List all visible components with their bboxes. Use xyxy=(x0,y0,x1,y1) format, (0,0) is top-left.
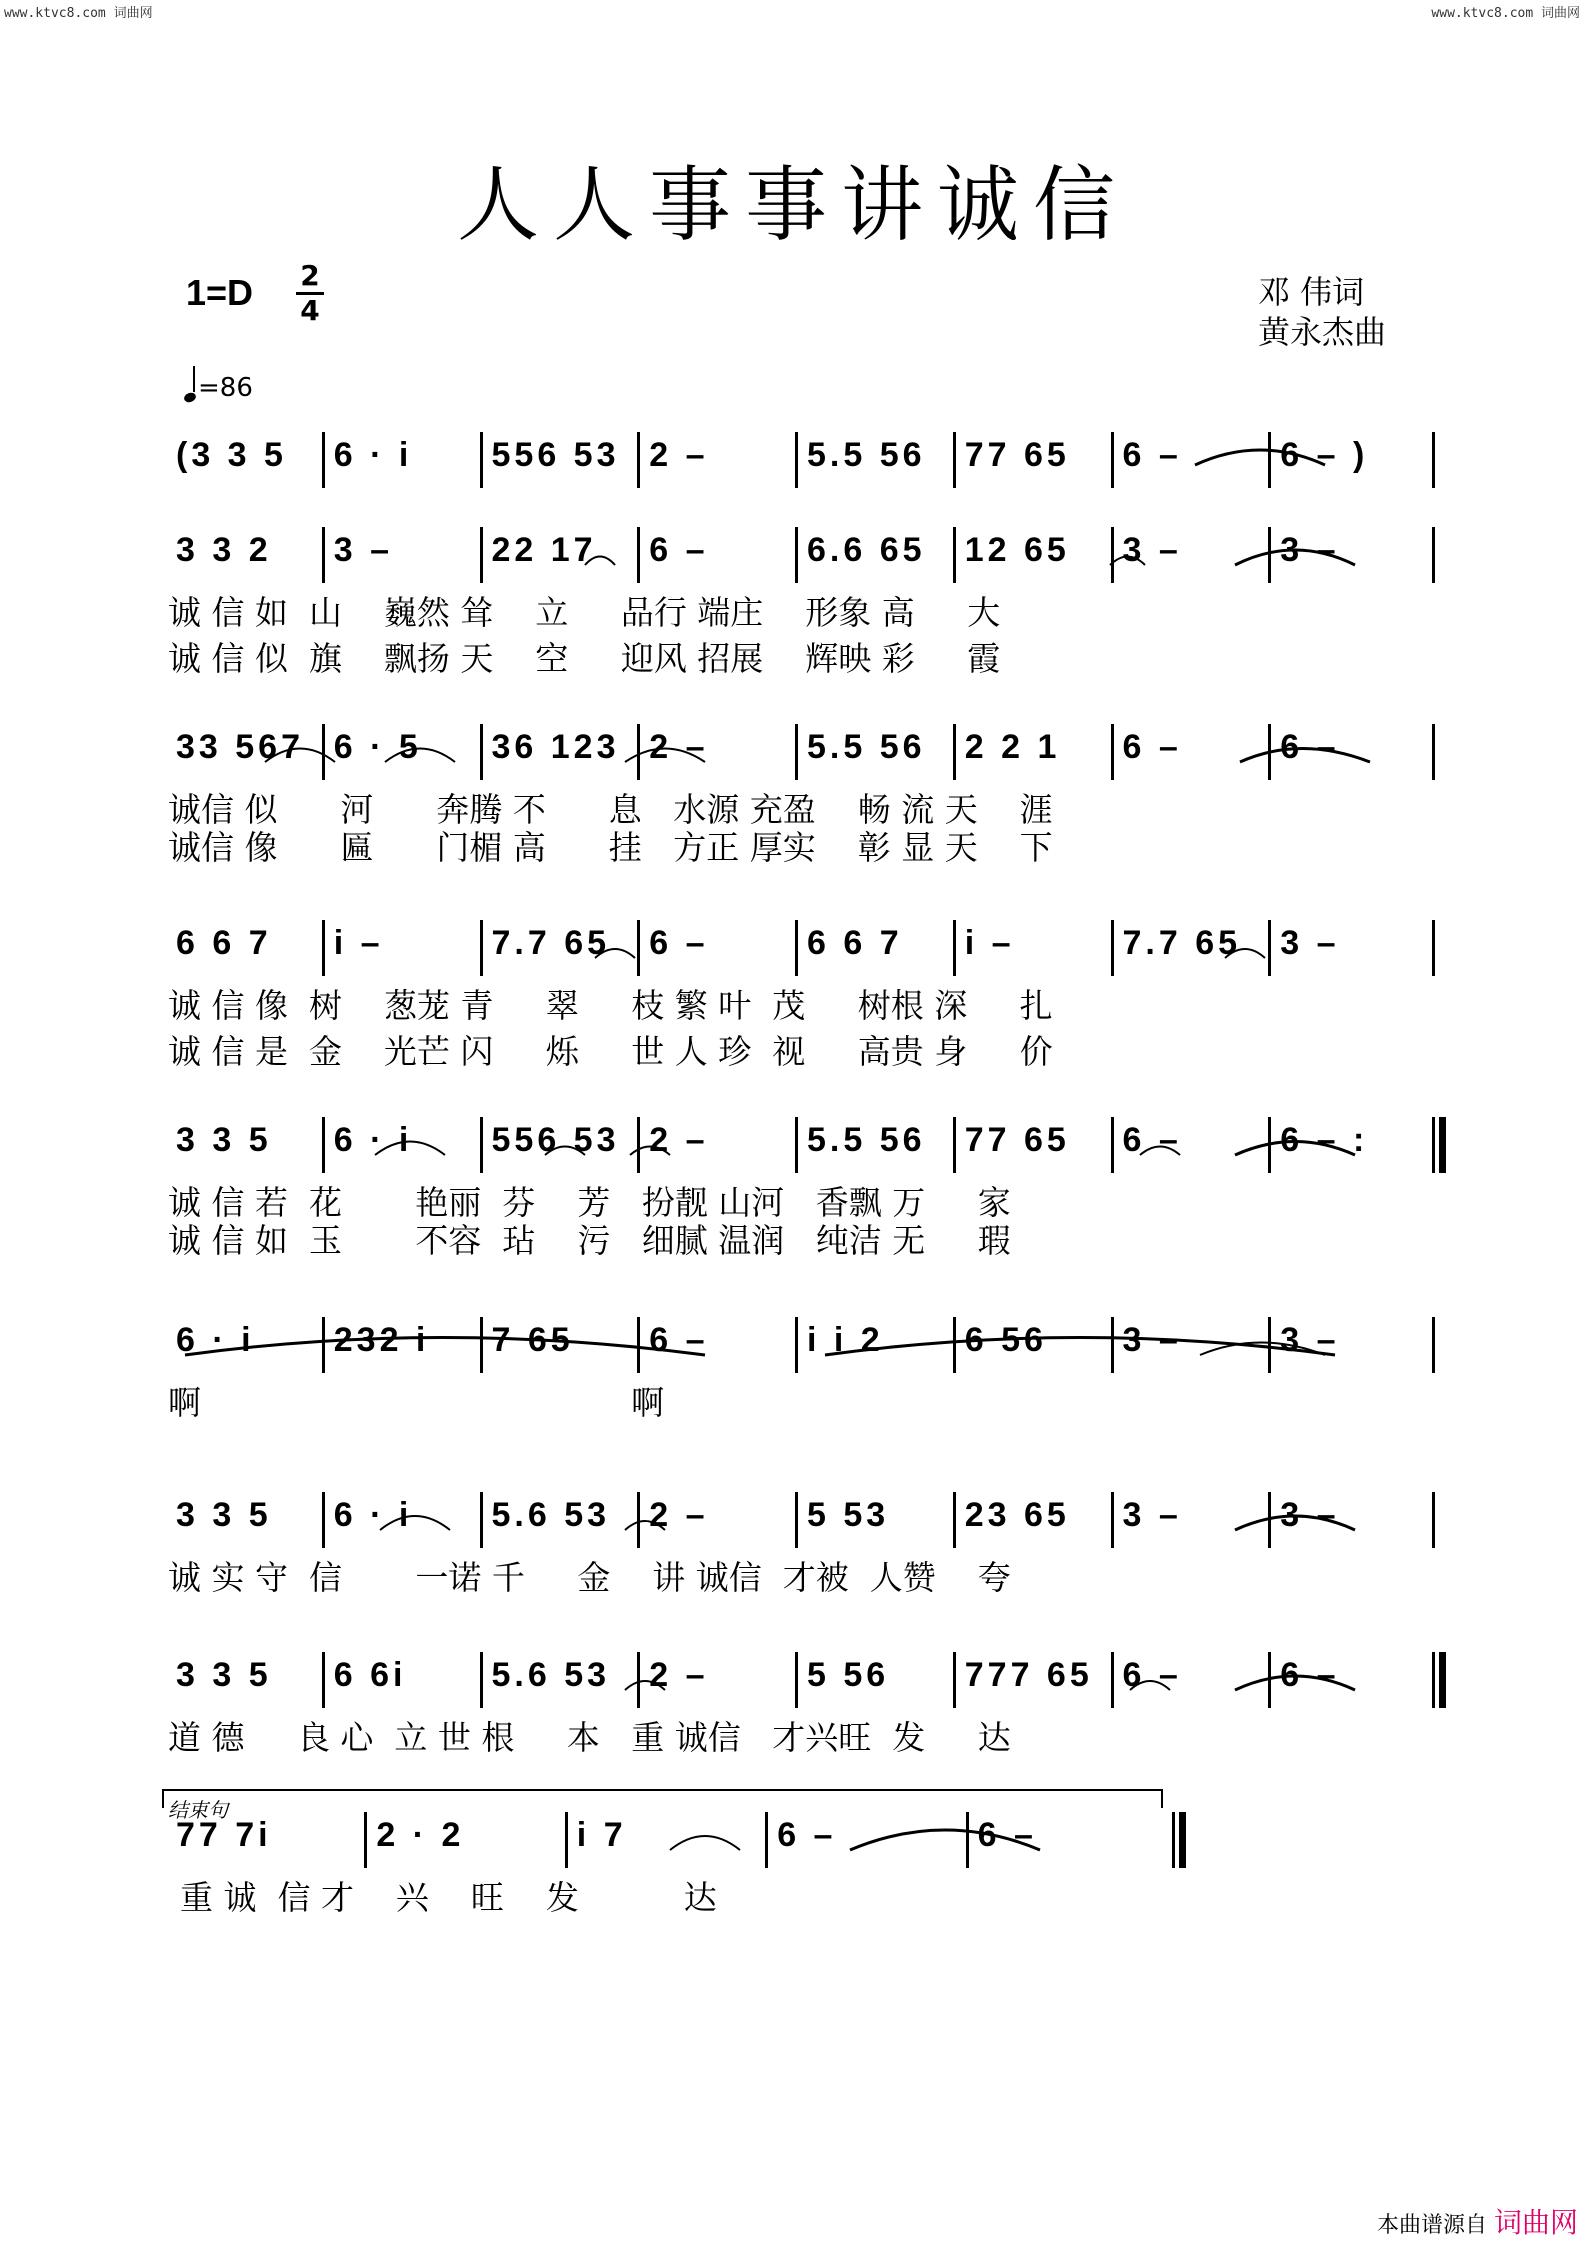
barline-final xyxy=(1439,1117,1446,1173)
measure: 2 2 1 xyxy=(964,728,1061,766)
measure: 5.5 56 xyxy=(807,436,926,474)
measure: 3 – xyxy=(1122,1496,1182,1534)
tempo-value: =86 xyxy=(198,373,253,403)
barline xyxy=(966,1812,969,1868)
credits xyxy=(1258,272,1386,352)
barline-end xyxy=(1432,432,1435,488)
measure: 6 – xyxy=(1280,728,1340,766)
barline xyxy=(953,1652,956,1708)
ending-label: 结束句 xyxy=(168,1798,228,1822)
measure: 6 · i xyxy=(333,1496,413,1534)
measure: 6.6 65 xyxy=(807,531,926,569)
barline-end xyxy=(1432,920,1435,976)
measure: 3 3 5 xyxy=(176,1121,272,1159)
measure: i – xyxy=(333,924,384,962)
lyric-line: 道 德 良 心 立 世 根 本 重 诚信 才兴旺 发 达 xyxy=(168,1718,1011,1757)
barline xyxy=(953,1317,956,1373)
measure: 22 17 xyxy=(491,531,597,569)
barline xyxy=(637,1652,640,1708)
lyric-line: 啊 啊 xyxy=(168,1383,665,1422)
slur xyxy=(825,1338,1335,1356)
measure: 5 53 xyxy=(807,1496,890,1534)
measure: 77 65 xyxy=(964,436,1070,474)
measure: 3 – xyxy=(1280,531,1340,569)
barline xyxy=(637,1492,640,1548)
barline xyxy=(480,527,483,583)
barline-end xyxy=(1432,1492,1435,1548)
barline xyxy=(322,432,325,488)
measure: 5.6 53 xyxy=(491,1496,611,1534)
barline-end xyxy=(1432,724,1435,780)
barline xyxy=(1111,527,1114,583)
barline xyxy=(322,1652,325,1708)
measure: 556 53 xyxy=(491,1121,620,1159)
footer-text: 本曲谱源自 xyxy=(1376,2213,1487,2238)
measure: 2 · 2 xyxy=(376,1816,465,1854)
lyric-line: 诚 实 守 信 一诺 千 金 讲 诚信 才被 人赞 夸 xyxy=(168,1558,1011,1597)
measure: 3 3 5 xyxy=(176,1656,272,1694)
measure: 3 – xyxy=(1122,1321,1182,1359)
barline-final xyxy=(1439,1652,1446,1708)
watermark-right: www.ktvc8.com 词曲网 xyxy=(1431,6,1580,21)
barline xyxy=(953,527,956,583)
barline xyxy=(1268,1117,1271,1173)
measure: 2 – xyxy=(649,1121,709,1159)
footer-brand: 词曲网 xyxy=(1493,2206,1578,2239)
measure: 3 – xyxy=(333,531,394,569)
barline xyxy=(637,724,640,780)
barline xyxy=(1111,1492,1114,1548)
lyric-line: 诚 信 是 金 光芒 闪 烁 世 人 珍 视 高贵 身 价 xyxy=(168,1032,1053,1071)
measure: 2 – xyxy=(649,1496,709,1534)
barline xyxy=(565,1812,568,1868)
barline xyxy=(480,1492,483,1548)
barline xyxy=(480,432,483,488)
key-signature: 1=D xyxy=(186,272,254,313)
note-stem-icon xyxy=(193,366,195,392)
measure: i i 2 xyxy=(807,1321,884,1359)
lyric-line: 诚 信 如 玉 不容 玷 污 细腻 温润 纯洁 无 瑕 xyxy=(168,1221,1011,1260)
barline xyxy=(1268,1317,1271,1373)
composer: 黄永杰曲 xyxy=(1258,313,1387,351)
quarter-note-icon xyxy=(183,391,197,404)
slur xyxy=(185,1338,705,1356)
measure: i 7 xyxy=(576,1816,627,1854)
barline xyxy=(637,527,640,583)
barline xyxy=(1111,1117,1114,1173)
measure: 3 3 2 xyxy=(176,531,272,569)
barline-end xyxy=(1172,1812,1175,1868)
measure: 6 – xyxy=(649,531,709,569)
measure: 556 53 xyxy=(491,436,620,474)
measure: 6 – : xyxy=(1280,1121,1369,1159)
barline xyxy=(765,1812,768,1868)
barline xyxy=(322,920,325,976)
measure: 5 56 xyxy=(807,1656,890,1694)
measure: 6 6 7 xyxy=(176,924,272,962)
barline xyxy=(1268,432,1271,488)
barline xyxy=(953,1492,956,1548)
measure: 6 – xyxy=(649,1321,709,1359)
barline-final xyxy=(1179,1812,1186,1868)
barline xyxy=(953,432,956,488)
measure: 232 i xyxy=(333,1321,430,1359)
lyric-line: 诚 信 像 树 葱茏 青 翠 枝 繁 叶 茂 树根 深 扎 xyxy=(168,986,1053,1025)
measure: 777 65 xyxy=(964,1656,1093,1694)
measure: 7.7 65 xyxy=(1122,924,1242,962)
barline xyxy=(1268,1652,1271,1708)
measure: 6 – xyxy=(1122,728,1182,766)
barline-end xyxy=(1432,1317,1435,1373)
barline xyxy=(953,724,956,780)
barline xyxy=(1111,920,1114,976)
barline xyxy=(1111,724,1114,780)
barline xyxy=(480,1317,483,1373)
barline xyxy=(795,920,798,976)
barline xyxy=(637,1117,640,1173)
measure: 6 – xyxy=(777,1816,837,1854)
slur xyxy=(670,1836,740,1850)
measure: 3 – xyxy=(1280,1496,1340,1534)
barline xyxy=(1111,1317,1114,1373)
barline xyxy=(322,527,325,583)
measure: 6 6 7 xyxy=(807,924,903,962)
barline xyxy=(1268,920,1271,976)
barline xyxy=(795,1317,798,1373)
measure: 6 56 xyxy=(964,1321,1047,1359)
measure: 77 7i xyxy=(176,1816,272,1854)
measure: 2 – xyxy=(649,728,709,766)
barline xyxy=(795,1492,798,1548)
measure: 23 65 xyxy=(964,1496,1070,1534)
song-title: 人人事事讲诚信 xyxy=(456,158,1129,253)
measure: 33 567 xyxy=(176,728,304,766)
barline-end xyxy=(1432,1652,1435,1708)
measure: 6 6i xyxy=(333,1656,407,1694)
measure: 5.5 56 xyxy=(807,1121,926,1159)
barline xyxy=(637,1317,640,1373)
measure: 5.5 56 xyxy=(807,728,926,766)
lyric-line: 诚 信 似 旗 飘扬 天 空 迎风 招展 辉映 彩 霞 xyxy=(168,639,1001,678)
barline xyxy=(322,1117,325,1173)
measure: 6 · i xyxy=(333,1121,413,1159)
barline xyxy=(795,724,798,780)
barline xyxy=(1268,724,1271,780)
watermark-left: www.ktvc8.com 词曲网 xyxy=(4,6,153,21)
measure: 3 – xyxy=(1122,531,1182,569)
barline-end xyxy=(1432,1117,1435,1173)
measure: 7.7 65 xyxy=(491,924,611,962)
barline xyxy=(480,1117,483,1173)
measure: 77 65 xyxy=(964,1121,1070,1159)
barline xyxy=(1268,1492,1271,1548)
measure: 12 65 xyxy=(964,531,1070,569)
barline xyxy=(795,527,798,583)
lyric-line: 重 诚 信 才 兴 旺 发 达 xyxy=(180,1878,717,1917)
barline xyxy=(480,724,483,780)
measure: 2 – xyxy=(649,1656,709,1694)
barline xyxy=(322,1492,325,1548)
barline xyxy=(1111,1652,1114,1708)
barline xyxy=(795,1652,798,1708)
measure: 6 – xyxy=(1122,436,1182,474)
barline xyxy=(953,920,956,976)
tempo-marking xyxy=(184,370,253,403)
barline xyxy=(637,920,640,976)
barline xyxy=(637,432,640,488)
barline xyxy=(364,1812,367,1868)
lyric-line: 诚 信 若 花 艳丽 芬 芳 扮靓 山河 香飘 万 家 xyxy=(168,1183,1011,1222)
lyricist: 邓 伟词 xyxy=(1258,273,1365,311)
time-signature xyxy=(296,259,324,327)
measure: 2 – xyxy=(649,436,709,474)
barline xyxy=(953,1117,956,1173)
barline xyxy=(322,724,325,780)
measure: 6 – xyxy=(649,924,709,962)
barline xyxy=(1268,527,1271,583)
measure: 3 – xyxy=(1280,1321,1340,1359)
ending-bracket xyxy=(163,1790,1162,1808)
barline-end xyxy=(1432,527,1435,583)
barline xyxy=(795,432,798,488)
lyric-line: 诚信 像 匾 门楣 高 挂 方正 厚实 彰 显 天 下 xyxy=(168,828,1053,867)
barline xyxy=(480,920,483,976)
measure: i – xyxy=(964,924,1015,962)
measure: 6 · i xyxy=(333,436,413,474)
measure: 6 – xyxy=(1122,1656,1182,1694)
measure: 6 · 5 xyxy=(333,728,422,766)
measure: 6 – xyxy=(977,1816,1037,1854)
barline xyxy=(795,1117,798,1173)
lyric-line: 诚 信 如 山 巍然 耸 立 品行 端庄 形象 高 大 xyxy=(168,593,1001,632)
measure: 6 – xyxy=(1280,1656,1340,1694)
meter-bottom: 4 xyxy=(300,294,320,327)
measure: 6 · i xyxy=(176,1321,255,1359)
measure: 3 3 5 xyxy=(176,1496,272,1534)
measure: 6 – xyxy=(1122,1121,1182,1159)
measure: 36 123 xyxy=(491,728,620,766)
barline xyxy=(480,1652,483,1708)
footer xyxy=(1377,2201,1578,2241)
measure: 3 – xyxy=(1280,924,1340,962)
measure: (3 3 5 xyxy=(176,436,287,474)
barline xyxy=(1111,432,1114,488)
measure: 6 – ) xyxy=(1280,436,1369,474)
barline xyxy=(322,1317,325,1373)
lyric-line: 诚信 似 河 奔腾 不 息 水源 充盈 畅 流 天 涯 xyxy=(168,790,1053,829)
meter-top: 2 xyxy=(300,259,320,292)
measure: 7 65 xyxy=(491,1321,574,1359)
measure: 5.6 53 xyxy=(491,1656,611,1694)
